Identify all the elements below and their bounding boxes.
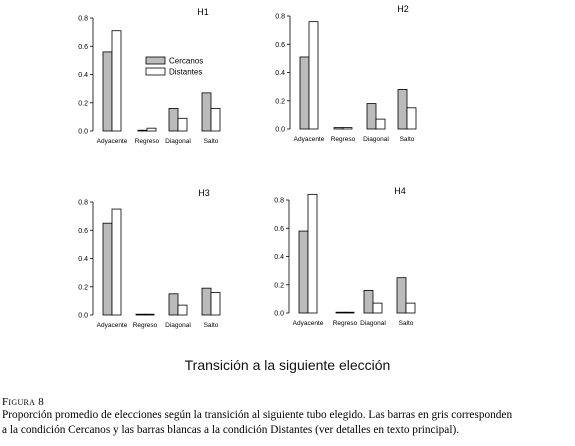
panel-h4-y-tick-label: 0.6 — [274, 225, 284, 233]
panel-h4-category-label: Regreso — [332, 320, 358, 327]
panel-h2-bar-diagonal-distantes — [376, 119, 385, 129]
panel-h2-bar-diagonal-cercanos — [367, 104, 376, 129]
panel-h3-title: H3 — [198, 188, 210, 198]
panel-h2-bar-salto-distantes — [407, 108, 416, 129]
panel-h3-category-label: Diagonal — [165, 322, 191, 329]
panel-h3-y-tick-label: 0.4 — [78, 256, 88, 263]
panel-h1-category-label: Regreso — [134, 138, 160, 145]
figure-caption — [2, 408, 575, 438]
panel-h3-y-tick-label: 0.0 — [78, 312, 88, 320]
panel-h2-y-tick-label: 0.6 — [275, 41, 285, 49]
panel-h4-y-tick-label: 0.8 — [274, 197, 284, 205]
panel-h1-title: H1 — [197, 7, 209, 17]
panel-h4-bar-regreso-cercanos — [336, 312, 345, 313]
panel-h3-y-tick-label: 0.6 — [78, 227, 88, 235]
legend-label-distantes: Distantes — [169, 67, 203, 77]
panel-h2-title: H2 — [397, 4, 409, 14]
caption-line-2: a la condición Cercanos y las barras blancas a la condición Distantes (ver detalles en texto principal). — [2, 424, 460, 436]
panel-h4-category-label: Adyacente — [292, 320, 324, 327]
caption-line-1: Proporción promedio de elecciones según la transición al siguiente tubo elegido. Las barras en gris corresponden — [2, 409, 513, 421]
panel-h4-bar-adyacente-distantes — [308, 194, 317, 313]
panel-h3-category-label: Adyacente — [96, 322, 128, 329]
panel-h3-bar-regreso-distantes — [145, 314, 154, 315]
panel-h4-y-tick-label: 0.0 — [274, 310, 284, 318]
panel-h1-category-label: Diagonal — [165, 138, 191, 145]
panel-h3-y-tick-label: 0.2 — [78, 284, 88, 292]
panel-h3-y-tick-label: 0.8 — [78, 199, 88, 207]
panel-h4-bar-diagonal-distantes — [373, 303, 382, 313]
panel-h2-y-tick-label: 0.4 — [275, 70, 285, 77]
panel-h4-bar-regreso-distantes — [345, 312, 354, 313]
panel-h4-y-tick-label: 0.2 — [274, 282, 284, 290]
panel-h4-bar-salto-cercanos — [397, 278, 406, 313]
panel-h3-bar-diagonal-distantes — [178, 305, 187, 315]
panel-h3-bar-regreso-cercanos — [136, 314, 145, 315]
panel-h3-category-label: Regreso — [132, 322, 158, 329]
panel-h2-bar-regreso-cercanos — [334, 128, 343, 129]
panel-h3-bar-adyacente-cercanos — [103, 223, 112, 315]
panel-h1-y-tick-label: 0.0 — [78, 128, 88, 136]
panel-h4-y-tick-label: 0.4 — [274, 254, 284, 261]
panel-h4-bar-salto-distantes — [406, 303, 415, 313]
figure-number: Figura 8 — [2, 396, 45, 408]
panel-h1-y-tick-label: 0.8 — [78, 15, 88, 23]
panel-h3-category-label: Salto — [203, 322, 219, 329]
panel-h2-category-label: Regreso — [330, 136, 356, 143]
panel-h1-bar-salto-cercanos — [202, 93, 211, 131]
panel-h1-bar-regreso-distantes — [147, 128, 156, 131]
x-axis-label: Transición a la siguiente elección — [184, 357, 391, 373]
panel-h2-category-label: Diagonal — [363, 136, 389, 143]
panel-h2-bar-regreso-distantes — [343, 128, 352, 129]
panel-h1-bar-adyacente-cercanos — [103, 52, 112, 131]
panel-h1-y-tick-label: 0.6 — [78, 43, 88, 51]
panel-h1-bar-regreso-cercanos — [138, 130, 147, 131]
panel-h1-bar-diagonal-cercanos — [169, 108, 178, 131]
panel-h1-bar-adyacente-distantes — [112, 31, 121, 131]
panel-h1-bar-salto-distantes — [211, 108, 220, 131]
panel-h1-y-tick-label: 0.2 — [78, 100, 88, 108]
panel-h4-bar-adyacente-cercanos — [299, 231, 308, 313]
panel-h3-bar-salto-cercanos — [202, 288, 211, 315]
panel-h1-category-label: Adyacente — [96, 138, 128, 145]
panel-h3-bar-adyacente-distantes — [112, 209, 121, 315]
panel-h3-bar-diagonal-cercanos — [169, 294, 178, 315]
panel-h4-bar-diagonal-cercanos — [364, 290, 373, 313]
legend-label-cercanos: Cercanos — [169, 56, 204, 66]
panel-h1-y-tick-label: 0.4 — [78, 72, 88, 79]
panel-h4-title: H4 — [394, 186, 406, 196]
panel-h2-y-tick-label: 0.0 — [275, 126, 285, 134]
panel-h1-category-label: Salto — [203, 138, 219, 145]
panel-h2-category-label: Salto — [399, 136, 415, 143]
panel-h2-y-tick-label: 0.2 — [275, 98, 285, 106]
panel-h2-bar-salto-cercanos — [398, 89, 407, 129]
legend-swatch-distantes — [146, 68, 165, 75]
legend-swatch-cercanos — [146, 57, 165, 64]
panel-h2-category-label: Adyacente — [293, 136, 325, 143]
panel-h4-category-label: Salto — [398, 320, 414, 327]
panel-h2-y-tick-label: 0.8 — [275, 13, 285, 21]
panel-h3-bar-salto-distantes — [211, 292, 220, 315]
panel-h4-category-label: Diagonal — [360, 320, 386, 327]
panel-h2-bar-adyacente-cercanos — [300, 57, 309, 129]
panel-h2-bar-adyacente-distantes — [309, 22, 318, 129]
panel-h1-bar-diagonal-distantes — [178, 118, 187, 131]
